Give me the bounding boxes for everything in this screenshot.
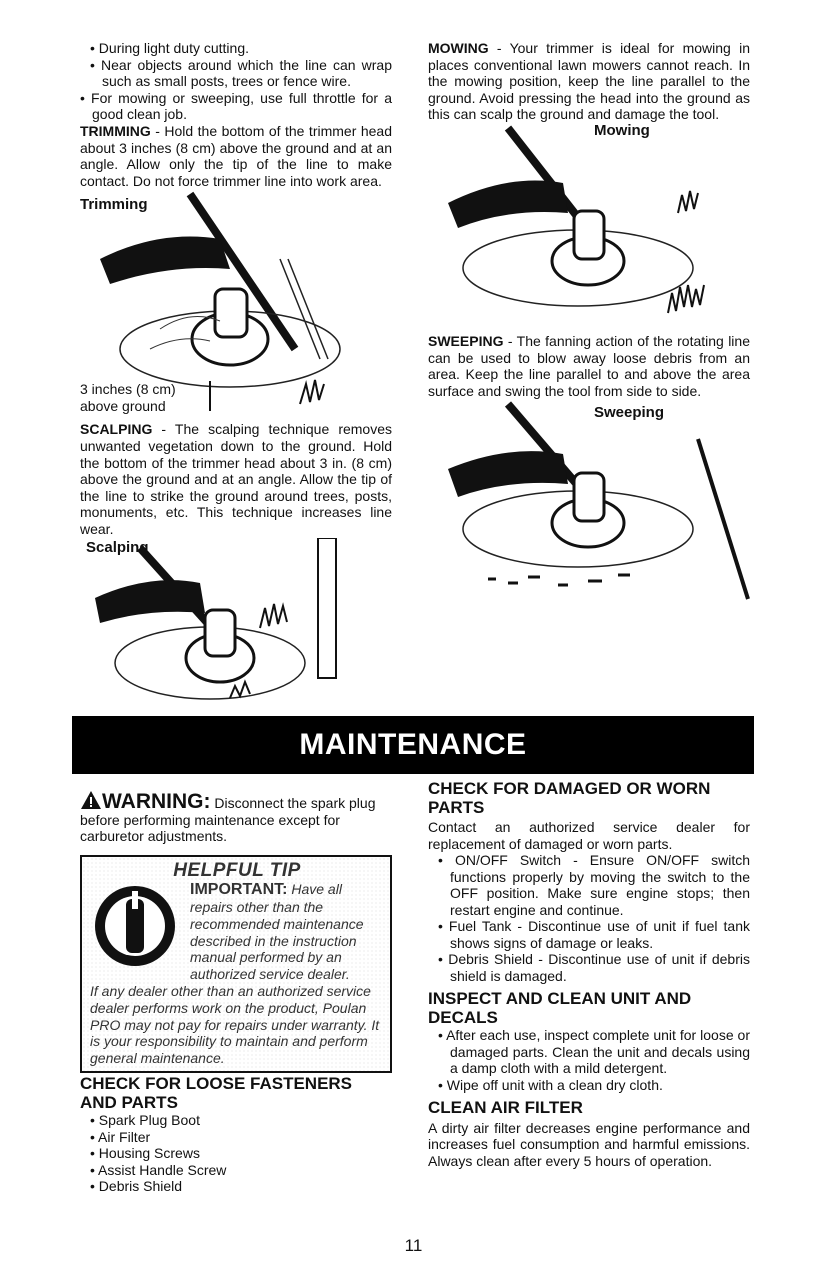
mowing-figure xyxy=(428,123,750,333)
bullet-light-duty: • During light duty cutting. xyxy=(90,40,249,56)
warning-paragraph xyxy=(80,790,392,845)
scalping-illustration xyxy=(80,538,392,724)
damaged-parts-heading: CHECK FOR DAMAGED OR WORN PARTS xyxy=(428,779,711,817)
list-item: • Spark Plug Boot xyxy=(90,1112,200,1129)
trimming-figure xyxy=(80,189,392,421)
sweeping-figure xyxy=(428,399,750,609)
maintenance-left-column xyxy=(80,790,392,1195)
trimming-label: Trimming xyxy=(80,196,148,214)
mowing-illustration xyxy=(428,123,750,333)
trimming-note: 3 inches (8 cm) above ground xyxy=(80,381,176,414)
scalping-figure xyxy=(80,538,392,724)
helpful-tip-box xyxy=(80,855,392,1074)
tip-text-a: Have all repairs other than the recommended maintenance described in the instruction manual performed by an authorized service dealer. xyxy=(190,881,364,983)
sweeping-paragraph: SWEEPING - The fanning action of the rotating line can be used to blow away loose debris from an area. Keep the line parallel to and above the area surface and swing the tool from side to side. xyxy=(428,332,750,399)
warning-text: Disconnect the spark plug before performing maintenance except for carburetor adjustments. xyxy=(80,795,376,844)
list-item: • ON/OFF Switch - Ensure ON/OFF switch functions properly by moving the switch to the OFF position. Make sure engine stops; then restart engine and continue. xyxy=(438,852,750,918)
scalping-paragraph: SCALPING - The scalping technique removes unwanted vegetation down to the ground. Hold the bottom of the trimmer head about 3 in. (8 cm) above the ground and at an angle. Allow the tip of the line to strike the ground around trees, posts, monuments, etc. This technique increases line wear. xyxy=(80,421,392,537)
list-item: • Housing Screws xyxy=(90,1145,200,1162)
air-filter-text: A dirty air filter decreases engine performance and increases fuel consumption and harmful emissions. Always clean after every 5 hours of operation. xyxy=(428,1119,750,1169)
list-item: • Wipe off unit with a clean dry cloth. xyxy=(438,1076,663,1093)
wrench-badge-icon xyxy=(90,881,190,983)
list-item: • Debris Shield - Discontinue use of unit if debris shield is damaged. xyxy=(438,951,750,984)
trimming-paragraph: TRIMMING - Hold the bottom of the trimmer head about 3 inches (8 cm) above the ground and at an angle. Allow only the tip of the line to make contact. Do not force trimmer line into work area. xyxy=(80,122,392,189)
loose-fasteners-list xyxy=(80,1112,392,1195)
maintenance-right-column xyxy=(428,778,750,1169)
sweeping-label: Sweeping xyxy=(594,404,665,422)
tip-title: HELPFUL TIP xyxy=(173,859,301,881)
loose-fasteners-heading: CHECK FOR LOOSE FASTENERS AND PARTS xyxy=(80,1074,353,1112)
sweeping-illustration xyxy=(428,399,750,609)
warning-icon xyxy=(80,790,102,810)
mowing-paragraph: MOWING - Your trimmer is ideal for mowing in places conventional lawn mowers cannot reach. In the mowing position, keep the line parallel to the ground. Avoid pressing the head into the ground as this can scalp the ground and damage the tool. xyxy=(428,40,750,123)
warning-title: WARNING: xyxy=(102,790,211,813)
list-item: • Assist Handle Screw xyxy=(90,1161,227,1178)
right-column xyxy=(428,40,750,609)
list-item: • Air Filter xyxy=(90,1128,151,1145)
page-number: 11 xyxy=(404,1236,423,1255)
inspect-clean-heading: INSPECT AND CLEAN UNIT AND DECALS xyxy=(428,989,692,1027)
tip-text-b: If any dealer other than an authorized service dealer performs work on the product, Poulan PRO may not pay for repairs under warranty. It is your responsibility to maintain and perform general maintenance. xyxy=(90,983,380,1067)
tip-important: IMPORTANT: xyxy=(190,881,288,899)
damaged-intro: Contact an authorized service dealer for replacement of damaged or worn parts. xyxy=(428,819,750,852)
list-item: • Debris Shield xyxy=(90,1178,183,1195)
scalping-label: Scalping xyxy=(86,538,149,556)
air-filter-heading: CLEAN AIR FILTER xyxy=(428,1098,583,1117)
bullet-full-throttle: • For mowing or sweeping, use full throttle for a good clean job. xyxy=(80,89,392,123)
list-item: • Fuel Tank - Discontinue use of unit if fuel tank shows signs of damage or leaks. xyxy=(438,918,750,951)
mowing-label: Mowing xyxy=(594,121,650,139)
list-item: • After each use, inspect complete unit for loose or damaged parts. Clean the unit and decals using a damp cloth with a mild detergent. xyxy=(438,1027,750,1076)
bullet-near-objects: • Near objects around which the line can wrap such as small posts, trees or fence wire. xyxy=(90,56,392,90)
maintenance-banner: MAINTENANCE xyxy=(72,716,754,774)
left-column xyxy=(80,40,392,724)
